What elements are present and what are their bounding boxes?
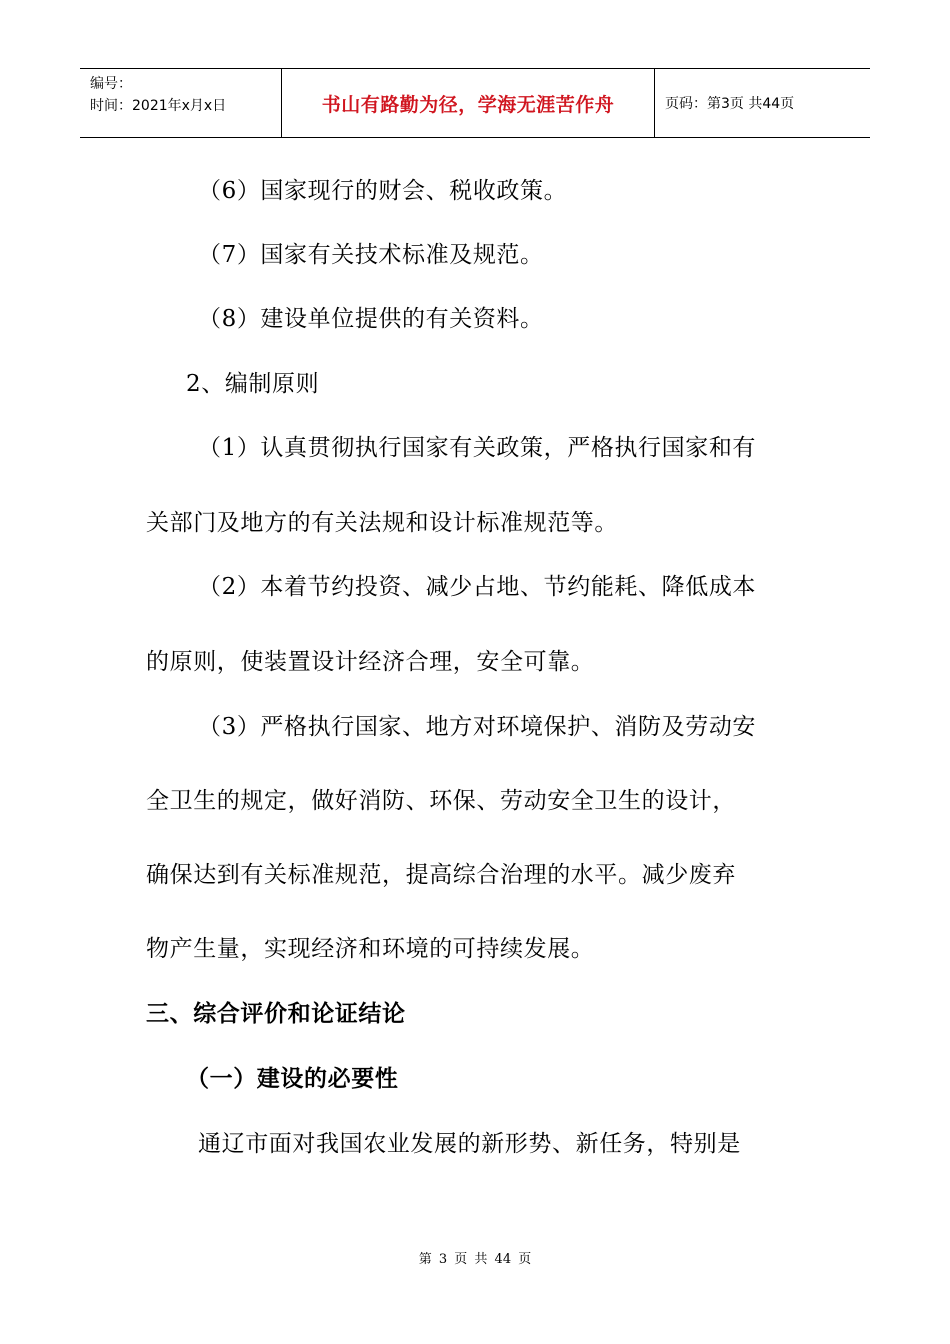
principle-3-line-2: 全卫生的规定，做好消防、环保、劳动安全卫生的设计， [146,788,736,814]
page-header [80,68,870,138]
principle-3-line-4: 物产生量，实现经济和环境的可持续发展。 [146,936,595,962]
paragraph-line: 通辽市面对我国农业发展的新形势、新任务，特别是 [198,1131,741,1157]
principle-1-line-2: 关部门及地方的有关法规和设计标准规范等。 [146,510,618,536]
principle-3-line-3: 确保达到有关标准规范，提高综合治理的水平。减少废弃 [146,862,736,888]
section-heading-3: 三、综合评价和论证结论 [146,1001,406,1027]
subsection-heading-1: （一）建设的必要性 [186,1066,399,1092]
list-item-7: （7）国家有关技术标准及规范。 [198,242,544,268]
principle-1-line-1: （1）认真贯彻执行国家有关政策，严格执行国家和有 [198,435,757,461]
principle-3-line-1: （3）严格执行国家、地方对环境保护、消防及劳动安 [198,714,757,740]
principle-2-line-1: （2）本着节约投资、减少占地、节约能耗、降低成本 [198,574,757,600]
list-item-6: （6）国家现行的财会、税收政策。 [198,178,568,204]
principle-2-line-2: 的原则，使装置设计经济合理，安全可靠。 [146,649,595,675]
header-motto: 书山有路勤为径，学海无涯苦作舟 [282,69,655,137]
section-heading-2: 2、编制原则 [186,371,320,397]
document-date: 时间：2021年x月x日 [90,98,227,114]
header-meta [80,69,282,137]
header-page-info: 页码：第3页 共44页 [665,96,795,112]
list-item-8: （8）建设单位提供的有关资料。 [198,306,544,332]
document-number-label: 编号： [90,76,132,92]
page-footer: 第 3 页 共 44 页 [418,1252,532,1267]
